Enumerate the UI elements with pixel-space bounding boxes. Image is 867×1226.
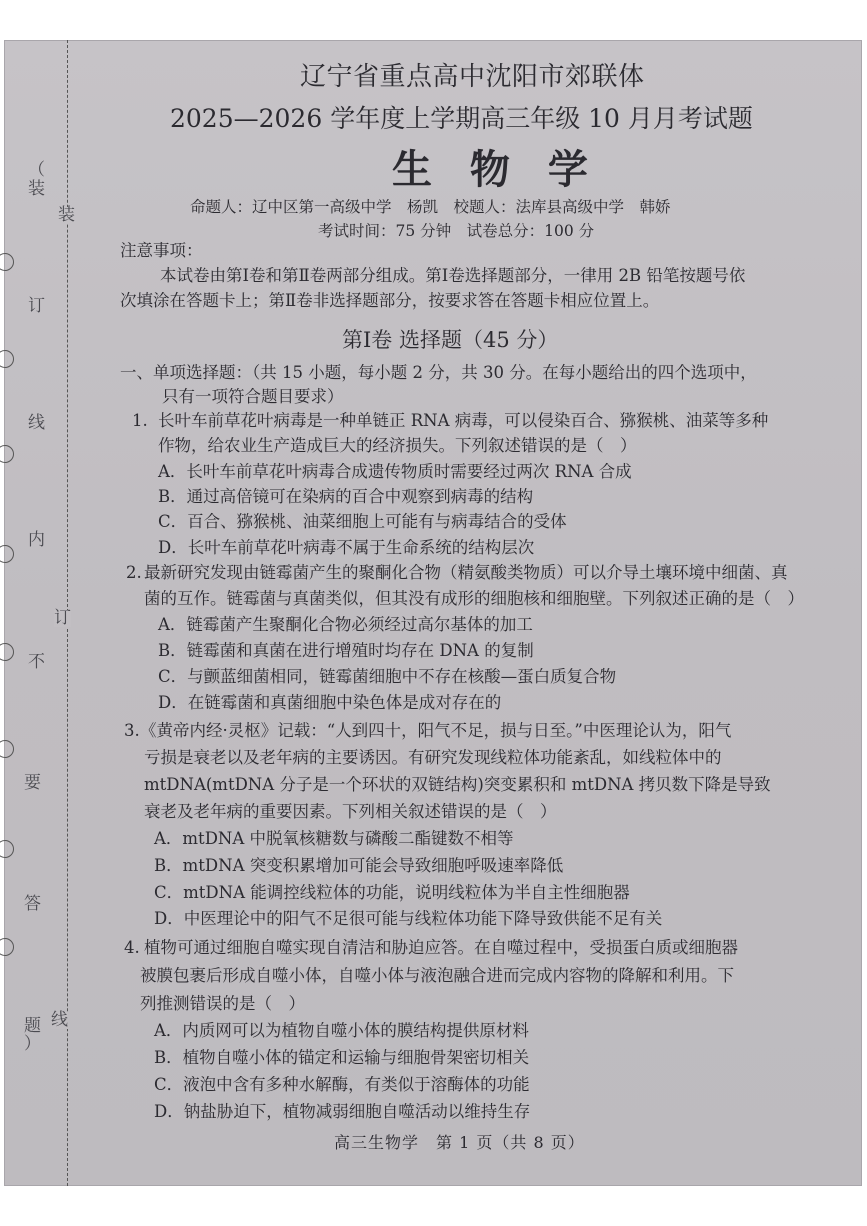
exam-title-line2: 2025—2026 学年度上学期高三年级 10 月月考试题 bbox=[170, 104, 753, 133]
question-stem-line: 列推测错误的是（ ） bbox=[140, 994, 305, 1013]
option-a[interactable]: A．链霉菌产生聚酮化合物必须经过高尔基体的加工 bbox=[158, 615, 533, 634]
option-b[interactable]: B．链霉菌和真菌在进行增殖时均存在 DNA 的复制 bbox=[158, 641, 534, 660]
option-c[interactable]: C．mtDNA 能调控线粒体的功能，说明线粒体为半自主性细胞器 bbox=[154, 883, 630, 902]
margin-char: 要 bbox=[24, 773, 41, 793]
option-d[interactable]: D．中医理论中的阳气不足很可能与线粒体功能下降导致供能不足有关 bbox=[154, 909, 663, 928]
binding-label: 订 bbox=[54, 608, 71, 628]
option-a[interactable]: A．内质网可以为植物自噬小体的膜结构提供原材料 bbox=[154, 1021, 529, 1040]
option-c[interactable]: C．液泡中含有多种水解酶，有类似于溶酶体的功能 bbox=[154, 1075, 530, 1094]
question-stem-line: 最新研究发现由链霉菌产生的聚酮化合物（精氨酸类物质）可以介导土壤环境中细菌、真 bbox=[144, 563, 788, 582]
exam-title-line1: 辽宁省重点高中沈阳市郊联体 bbox=[300, 62, 645, 92]
option-c[interactable]: C．与颤蓝细菌相同，链霉菌细胞中不存在核酸—蛋白质复合物 bbox=[158, 667, 617, 686]
option-b[interactable]: B．植物自噬小体的锚定和运输与细胞骨架密切相关 bbox=[154, 1048, 530, 1067]
subject-title: 生 物 学 bbox=[392, 146, 600, 193]
option-b[interactable]: B．mtDNA 突变积累增加可能会导致细胞呼吸速率降低 bbox=[154, 856, 564, 875]
margin-char: 线 bbox=[28, 413, 45, 433]
margin-char-open-paren: （ bbox=[28, 160, 45, 180]
option-d[interactable]: D．在链霉菌和真菌细胞中染色体是成对存在的 bbox=[158, 693, 502, 712]
question-number: 4. bbox=[124, 938, 140, 957]
option-c[interactable]: C．百合、猕猴桃、油菜细胞上可能有与病毒结合的受体 bbox=[158, 512, 567, 531]
notice-body-line2: 次填涂在答题卡上；第Ⅱ卷非选择题部分，按要求答在答题卡相应位置上。 bbox=[120, 291, 660, 310]
question-stem-line: mtDNA(mtDNA 分子是一个环状的双链结构)突变累积和 mtDNA 拷贝数下降是导致 bbox=[144, 775, 771, 794]
margin-char: 订 bbox=[28, 296, 45, 316]
question-number: 2. bbox=[126, 563, 142, 582]
option-b[interactable]: B．通过高倍镜可在染病的百合中观察到病毒的结构 bbox=[158, 487, 534, 506]
page-content bbox=[4, 40, 862, 1186]
margin-char: 答 bbox=[24, 894, 41, 914]
question-stem-line: 亏损是衰老以及老年病的主要诱因。有研究发现线粒体功能紊乱，如线粒体中的 bbox=[144, 748, 722, 767]
question-stem-line: 菌的互作。链霉菌与真菌类似，但其没有成形的细胞核和细胞壁。下列叙述正确的是（ ） bbox=[144, 589, 804, 608]
page-footer: 高三生物学 第 1 页（共 8 页） bbox=[334, 1133, 585, 1152]
margin-char: 装 bbox=[28, 179, 45, 199]
option-d[interactable]: D．长叶车前草花叶病毒不属于生命系统的结构层次 bbox=[158, 538, 535, 557]
option-a[interactable]: A．长叶车前草花叶病毒合成遗传物质时需要经过两次 RNA 合成 bbox=[158, 462, 632, 481]
question-stem-line: 《黄帝内经·灵枢》记载：“人到四十，阳气不足，损与日至。”中医理论认为，阳气 bbox=[140, 721, 732, 740]
question-stem-line: 植物可通过细胞自噬实现自清洁和胁迫应答。在自噬过程中，受损蛋白质或细胞器 bbox=[144, 938, 738, 957]
question-stem-line: 衰老及老年病的重要因素。下列相关叙述错误的是（ ） bbox=[144, 802, 557, 821]
margin-char: 内 bbox=[28, 530, 45, 550]
authors-line: 命题人：辽中区第一高级中学 杨凯 校题人：法库县高级中学 韩娇 bbox=[190, 198, 671, 216]
question-stem-line: 长叶车前草花叶病毒是一种单链正 RNA 病毒，可以侵染百合、猕猴桃、油菜等多种 bbox=[158, 411, 769, 430]
question-stem-line: 被膜包裹后形成自噬小体，自噬小体与液泡融合进而完成内容物的降解和利用。下 bbox=[140, 966, 734, 985]
exam-page bbox=[4, 40, 862, 1186]
part-heading-line1: 一、单项选择题：（共 15 小题，每小题 2 分，共 30 分。在每小题给出的四个选项中， bbox=[120, 363, 757, 382]
question-number: 3. bbox=[124, 721, 140, 740]
margin-char: 不 bbox=[28, 652, 45, 672]
option-d[interactable]: D．钠盐胁迫下，植物减弱细胞自噬活动以维持生存 bbox=[154, 1102, 531, 1121]
part-heading-line2: 只有一项符合题目要求） bbox=[162, 387, 344, 406]
exam-info-line: 考试时间：75 分钟 试卷总分：100 分 bbox=[318, 222, 595, 240]
section-heading: 第Ⅰ卷 选择题（45 分） bbox=[342, 328, 559, 352]
option-a[interactable]: A．mtDNA 中脱氧核糖数与磷酸二酯键数不相等 bbox=[154, 829, 514, 848]
binding-label: 装 bbox=[58, 205, 75, 225]
notice-heading: 注意事项： bbox=[120, 241, 203, 260]
notice-body-line1: 本试卷由第Ⅰ卷和第Ⅱ卷两部分组成。第Ⅰ卷选择题部分，一律用 2B 铅笔按题号依 bbox=[160, 266, 746, 285]
margin-char: 题 bbox=[24, 1016, 41, 1036]
margin-char-close-paren: ） bbox=[24, 1034, 41, 1054]
question-stem-line: 作物，给农业生产造成巨大的经济损失。下列叙述错误的是（ ） bbox=[158, 436, 637, 455]
binding-label: 线 bbox=[51, 1010, 68, 1030]
question-number: 1. bbox=[132, 411, 148, 430]
